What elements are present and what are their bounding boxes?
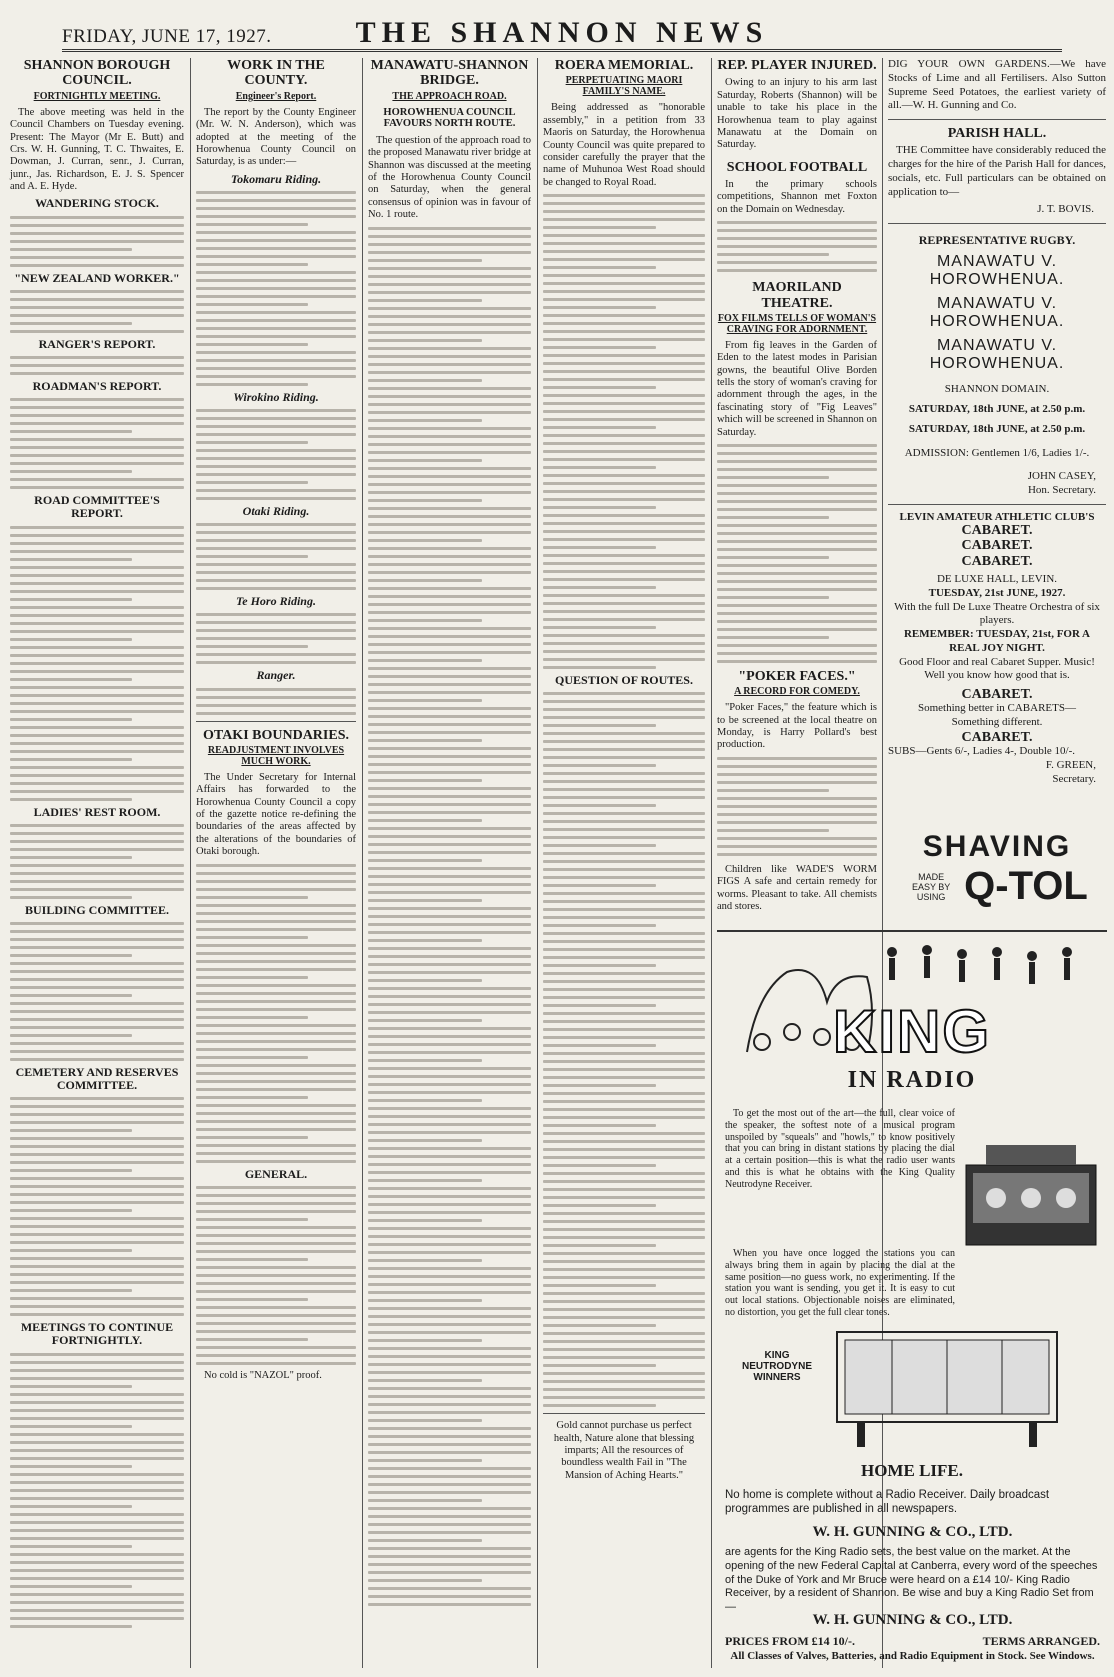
club-name: LEVIN AMATEUR ATHLETIC CLUB'S (899, 510, 1095, 523)
body-text (196, 688, 356, 715)
riding-heading: Te Horo Riding. (236, 594, 316, 609)
gunning-name: W. H. GUNNING & CO., LTD. (812, 1612, 1013, 1628)
price-from: PRICES FROM £14 10/-. (725, 1634, 855, 1648)
article-title: MAORILAND THEATRE. (752, 280, 842, 311)
section-heading: "NEW ZEALAND WORKER." (14, 270, 180, 285)
rugby-title: REPRESENTATIVE RUGBY. (918, 233, 1076, 248)
article-title: REP. PLAYER INJURED. (717, 58, 877, 73)
body-text (196, 191, 356, 386)
column-rule (711, 58, 712, 1668)
cabaret-supper: Good Floor and real Cabaret Supper. Music! Well you know how good that is. (899, 655, 1095, 682)
body-text (10, 1097, 184, 1316)
article-subtitle: A RECORD FOR COMEDY. (734, 686, 860, 698)
king-in-radio: IN RADIO (847, 1067, 977, 1093)
riding-heading: Otaki Riding. (242, 504, 310, 519)
body-text (717, 757, 877, 856)
section-heading: GENERAL. (244, 1166, 308, 1181)
body-text (717, 444, 877, 663)
body-text (717, 221, 877, 272)
rugby-venue: SHANNON DOMAIN. (944, 383, 1050, 396)
column-rule (190, 58, 191, 1668)
body-text (196, 523, 356, 590)
nazol-ad: No cold is "NAZOL" proof. (204, 1369, 322, 1381)
article-lead: Being addressed as "honorable assembly," in a petition from 33 Maoris on Saturday, the Horowhenua County Council was quite prepared to consider carefully the prayer that the name of Muhunoa West Road should be changed to Royal Road. (543, 102, 705, 188)
rugby-match: MANAWATU V. HOROWHENUA. (929, 253, 1065, 289)
cabaret-word: CABARET. (961, 522, 1033, 538)
rugby-match: MANAWATU V. HOROWHENUA. (929, 295, 1065, 331)
cabaret-word: CABARET. (961, 729, 1033, 745)
column-county-work (196, 58, 356, 1668)
riding-heading: Wirokino Riding. (233, 389, 319, 404)
section-heading: BUILDING COMMITTEE. (24, 902, 170, 917)
parish-hall-signature: J. T. BOVIS. (1037, 203, 1094, 216)
masthead (62, 8, 1062, 52)
article-subheading: HOROWHENUA COUNCIL FAVOURS NORTH ROUTE. (383, 106, 516, 130)
article-lead: Owing to an injury to his arm last Saturday, Roberts (Shannon) will be unable to take his place in the Horowhenua team to play against Manawatu at the Domain on Saturday. (717, 77, 877, 151)
column-rule (362, 58, 363, 1668)
body-text (196, 1186, 356, 1365)
body-text (196, 864, 356, 1163)
neutrodyne-cabinet-illustration (827, 1322, 1067, 1452)
body-text (10, 824, 184, 899)
body-text (10, 216, 184, 267)
article-subtitle: READJUSTMENT INVOLVES MUCH WORK. (207, 744, 345, 767)
section-heading: MEETINGS TO CONTINUE FORTNIGHTLY. (20, 1320, 174, 1348)
cabaret-secretary-name: F. GREEN, (1045, 759, 1096, 772)
qtol-brand: Q-TOL (964, 864, 1088, 908)
section-heading: CEMETERY AND RESERVES COMMITTEE. (15, 1064, 179, 1093)
body-text (10, 1353, 184, 1628)
body-text (196, 613, 356, 664)
gold-verse: Gold cannot purchase us perfect health, Nature alone that blessing imparts; All the resources of boundless wealth Fail in "The Mansion of Aching Hearts." (553, 1420, 695, 1481)
king-logo: KING (833, 998, 991, 1065)
article-subtitle: Engineer's Report. (235, 90, 317, 102)
riding-heading: Tokomaru Riding. (230, 171, 322, 186)
parish-hall-title: PARISH HALL. (947, 126, 1047, 141)
article-title: MANAWATU-SHANNON BRIDGE. (370, 58, 529, 89)
article-lead: The question of the approach road to the proposed Manawatu river bridge at Shannon was discussed at the meeting of the Horowhenua County Council on Saturday, when the general consensus of opinion was in favour of No. 1 route. (368, 134, 531, 221)
article-title: ROERA MEMORIAL. (554, 58, 694, 73)
cabaret-reminder: REMEMBER: TUESDAY, 21st, FOR A REAL JOY NIGHT. (903, 628, 1090, 654)
price-row (725, 1634, 1100, 1649)
body-text (10, 290, 184, 333)
article-title: "POKER FACES." (738, 668, 856, 684)
terms: TERMS ARRANGED. (982, 1634, 1100, 1648)
issue-date: FRIDAY, JUNE 17, 1927. (62, 26, 272, 47)
article-title: SCHOOL FOOTBALL (726, 159, 868, 175)
article-title: WORK IN THE COUNTY. (227, 58, 325, 89)
section-heading: WANDERING STOCK. (35, 196, 159, 211)
body-text (10, 356, 184, 375)
divider (888, 119, 1106, 120)
divider (888, 223, 1106, 224)
cabaret-subs: SUBS—Gents 6/-, Ladies 4-, Double 10/-. (888, 745, 1075, 758)
article-subtitle: FOX FILMS TELLS OF WOMAN'S CRAVING FOR ADORNMENT. (717, 312, 877, 335)
divider (888, 504, 1106, 505)
qtol-made-easy: MADE EASY BY USING (911, 871, 951, 902)
cabaret-date: TUESDAY, 21st JUNE, 1927. (928, 586, 1066, 599)
cabaret-word: CABARET. (961, 538, 1033, 554)
article-lead: The Under Secretary for Internal Affairs has forwarded to the Horowhenua County Council a copy of the gazette notice re-defining the boundaries of the areas affected by the alterations of the boundaries of Otaki borough. (196, 771, 356, 858)
body-text (10, 526, 184, 801)
article-subtitle: THE APPROACH ROAD. (392, 90, 507, 102)
king-text-2: When you have once logged the stations you can always bring them in again by placing the dial at the same position—no guess work, no experimenting. If the station you want is sending, you get it. It is easy to cut out local stations. Objectionable noises are eliminated, no distortion, you get the full clear tones. (725, 1248, 955, 1318)
section-heading: RANGER'S REPORT. (38, 336, 156, 351)
secretary-role: Hon. Secretary. (1027, 484, 1096, 497)
article-lead: In the primary schools competitions, Shannon met Foxton on the Domain on Wednesday. (717, 179, 877, 215)
cabaret-secretary-role: Secretary. (1052, 772, 1096, 785)
column-notices (888, 58, 1106, 828)
body-text (368, 227, 531, 1606)
parish-hall-text: THE Committee have considerably reduced the charges for the hire of the Parish Hall for dances, socials, etc. Full particulars can be obtained on application to— (888, 144, 1106, 198)
column-borough-council (10, 58, 184, 1668)
section-heading: ROADMAN'S REPORT. (32, 378, 162, 393)
body-text (543, 692, 705, 1407)
rugby-admission: ADMISSION: Gentlemen 1/6, Ladies 1/-. (904, 446, 1090, 459)
cabaret-orchestra: With the full De Luxe Theatre Orchestra of six players. (894, 600, 1100, 627)
qtol-ad (888, 830, 1106, 920)
article-subtitle: FORTNIGHTLY MEETING. (33, 90, 161, 102)
section-heading: LADIES' REST ROOM. (33, 804, 161, 819)
body-text (543, 194, 705, 669)
rugby-match: MANAWATU V. HOROWHENUA. (929, 337, 1065, 373)
column-bridge (368, 58, 531, 1668)
home-life-title: HOME LIFE. (860, 1461, 963, 1480)
garden-ad: DIG YOUR OWN GARDENS.—We have Stocks of Lime and all Fertilisers. Also Sutton Supreme Seed Potatoes, the earliest variety of all.—W. H. Gunning and Co. (888, 58, 1106, 112)
valves-note: All Classes of Valves, Batteries, and Radio Equipment in Stock. See Windows. (730, 1650, 1095, 1662)
cabaret-different: Something different. (951, 716, 1043, 729)
gunning-agents-text: are agents for the King Radio sets, the best value on the market. At the opening of the new Federal Capital at Canberra, every word of the speeches of the Duke of York and Mr Bruce were heard on a £14 10/- King Radio Receiver, by a resident of Shannon. Be wise and buy a King Radio Set from— (725, 1546, 1098, 1613)
column-sport-theatre (717, 58, 877, 912)
article-subtitle: PERPETUATING MAORI FAMILY'S NAME. (565, 75, 683, 98)
article-lead: The above meeting was held in the Council Chambers on Tuesday evening. Present: The Mayor (Mr E. Butt) and Crs. W. H. Gunning, T. C. Thwaites, E. Dowman, J. Curran, senr., J. Curran, junr., Jas. Richardson, E. J. S. Spencer and A. E. Hyde. (10, 106, 184, 193)
body-text (10, 398, 184, 489)
rugby-date: SATURDAY, 18th JUNE, at 2.50 p.m. (908, 403, 1086, 416)
divider (543, 1413, 705, 1414)
home-life-text: No home is complete without a Radio Receiver. Daily broadcast programmes are published in all newspapers. (725, 1489, 1050, 1516)
secretary-name: JOHN CASEY, (1027, 470, 1096, 483)
article-lead: The report by the County Engineer (Mr. W. N. Anderson), which was adopted at the meeting of the Horowhenua County Council on Saturday, is as under:— (196, 106, 356, 168)
neutrodyne-label: KING NEUTRODYNE WINNERS (741, 1350, 812, 1383)
column-roera (543, 58, 705, 1668)
cabaret-venue: DE LUXE HALL, LEVIN. (936, 573, 1058, 586)
article-title: SHANNON BOROUGH COUNCIL. (23, 58, 171, 89)
king-text: To get the most out of the art—the full, clear voice of the speaker, the softest note of a musical program unspoiled by "squeals" and "howls," to know positively that you can bring in distant stations by placing the dial at a certain position—this is what the radio user wants and this is what he obtains with the King Quality Neutrodyne Receiver. (725, 1108, 955, 1190)
cabaret-word: CABARET. (961, 687, 1033, 703)
qtol-shaving: SHAVING (922, 830, 1072, 863)
radio-set-illustration (961, 1140, 1101, 1250)
article-title: OTAKI BOUNDARIES. (203, 727, 349, 743)
cabaret-better: Something better in CABARETS— (918, 702, 1076, 715)
article-lead: From fig leaves in the Garden of Eden to the latest modes in Parisian gowns, the beautiful Olive Borden tells the story of woman's craving for adornment through the ages, in the fascinating story of "Fig Leaves" which will be screened in Shannon on Saturday. (717, 339, 877, 438)
divider (196, 721, 356, 722)
body-text (196, 409, 356, 500)
worm-figs-ad: Children like WADE'S WORM FIGS A safe and certain remedy for worms. Pleasant to take. All chemists and stores. (717, 863, 877, 912)
section-heading: QUESTION OF ROUTES. (555, 673, 693, 688)
newspaper-title: THE SHANNON NEWS (355, 16, 769, 49)
gunning-name: W. H. GUNNING & CO., LTD. (812, 1524, 1013, 1540)
rugby-date: SATURDAY, 18th JUNE, at 2.50 p.m. (908, 422, 1086, 435)
cabaret-word: CABARET. (961, 553, 1033, 569)
column-rule (537, 58, 538, 1668)
body-text (10, 922, 184, 1061)
article-lead: "Poker Faces," the feature which is to be screened at the local theatre on Monday, is Harry Pollard's best production. (717, 702, 877, 751)
king-radio-ad (717, 930, 1107, 1670)
riding-heading: Ranger. (256, 668, 296, 683)
section-heading: ROAD COMMITTEE'S REPORT. (34, 493, 160, 521)
